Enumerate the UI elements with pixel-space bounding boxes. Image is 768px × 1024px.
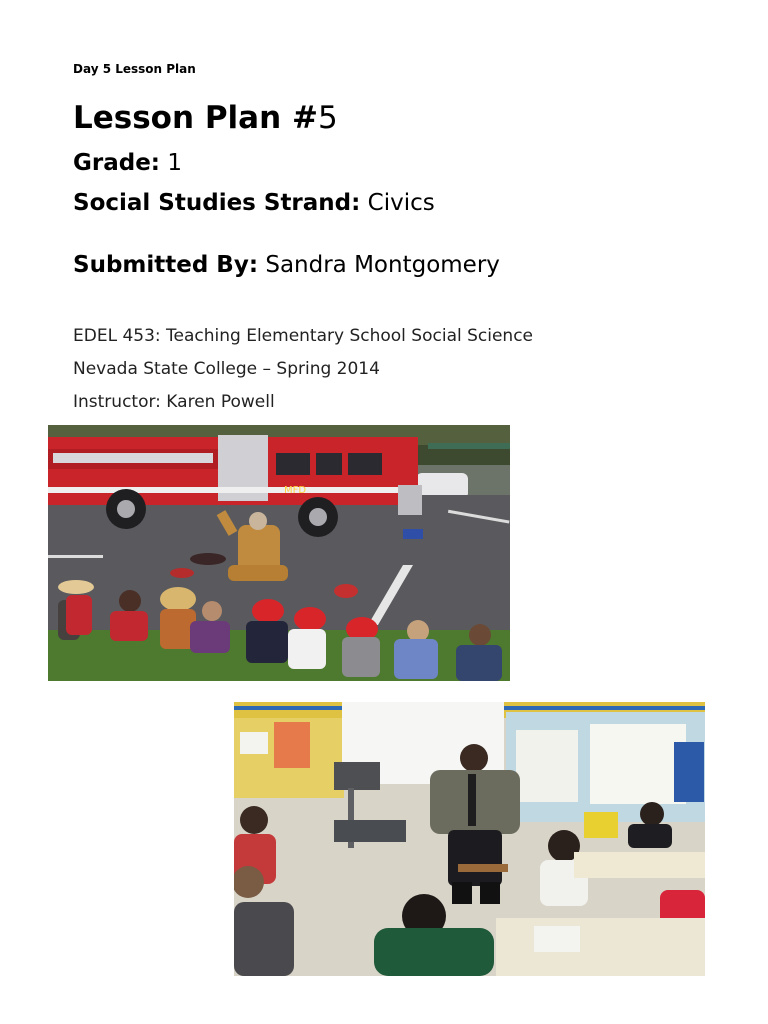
firetruck-photo — [48, 425, 510, 681]
course-line: EDEL 453: Teaching Elementary School Social Science — [73, 326, 534, 346]
grade-line — [73, 148, 182, 178]
strand-line — [73, 188, 435, 218]
submitted-line — [73, 250, 500, 280]
instructor-line: Instructor: Karen Powell — [73, 392, 275, 412]
strand-label: Social Studies Strand: — [73, 190, 361, 216]
college-line: Nevada State College – Spring 2014 — [73, 359, 380, 379]
submitted-value: Sandra Montgomery — [265, 252, 500, 278]
title-prefix: Lesson Plan # — [73, 100, 318, 136]
classroom-photo — [234, 702, 705, 976]
truck-logo-text: MFD — [284, 485, 307, 496]
grade-value: 1 — [167, 150, 182, 176]
grade-label: Grade: — [73, 150, 161, 176]
title-number: 5 — [317, 100, 338, 136]
page-title — [73, 98, 338, 138]
header-label: Day 5 Lesson Plan — [73, 62, 196, 76]
submitted-label: Submitted By: — [73, 252, 259, 278]
strand-value: Civics — [367, 190, 435, 216]
